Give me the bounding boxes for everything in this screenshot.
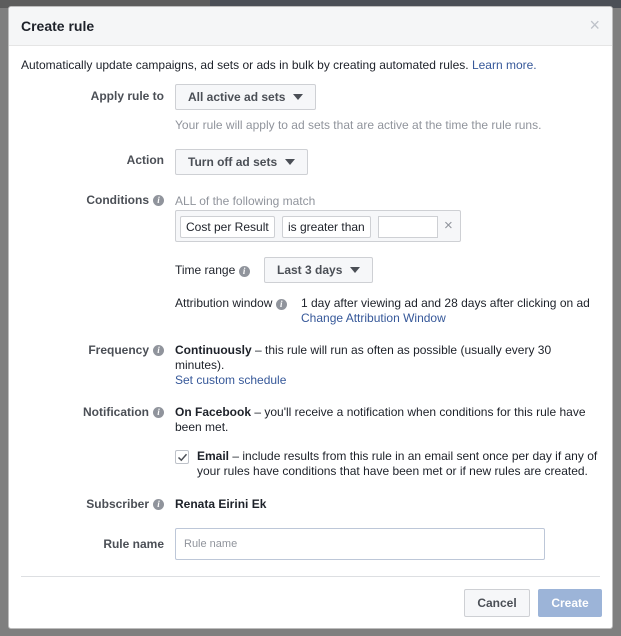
info-icon[interactable]: i <box>153 499 164 510</box>
time-range-value: Last 3 days <box>277 263 343 277</box>
subscriber-name: Renata Eirini Ek <box>175 497 267 511</box>
notification-label <box>83 405 164 419</box>
action-label-text: Action <box>126 153 164 167</box>
dialog-title: Create rule <box>21 18 95 34</box>
conditions-label <box>86 193 164 207</box>
time-range-label-text: Time range <box>175 263 236 277</box>
create-rule-dialog <box>8 6 613 629</box>
create-button[interactable]: Create <box>538 589 602 617</box>
info-icon[interactable]: i <box>276 299 287 310</box>
rule-name-input[interactable] <box>175 528 545 560</box>
attribution-label-text: Attribution window <box>175 296 273 310</box>
email-title: Email <box>197 449 230 463</box>
email-desc: – include results from this rule in an email sent once per day if any of your rules have conditions that have been met or if new rules are created. <box>197 449 598 478</box>
notification-label-text: Notification <box>83 405 149 419</box>
apply-rule-to-hint: Your rule will apply to ad sets that are active at the time the rule runs. <box>175 118 542 132</box>
change-attribution-link[interactable]: Change Attribution Window <box>301 311 446 325</box>
conditions-match-text: ALL of the following match <box>175 194 316 208</box>
rule-name-label <box>103 537 164 551</box>
apply-rule-to-dropdown[interactable] <box>175 84 316 110</box>
intro-description: Automatically update campaigns, ad sets or ads in bulk by creating automated rules. <box>21 58 469 72</box>
action-value: Turn off ad sets <box>188 155 278 169</box>
apply-rule-to-value: All active ad sets <box>188 90 286 104</box>
time-range-label <box>175 263 250 278</box>
subscriber-label-text: Subscriber <box>86 497 149 511</box>
attribution-value: 1 day after viewing ad and 28 days after clicking on ad <box>301 296 590 310</box>
condition-row <box>175 210 461 242</box>
footer-divider <box>21 576 600 577</box>
email-description <box>197 449 602 479</box>
intro-text <box>21 58 537 72</box>
action-dropdown[interactable] <box>175 149 308 175</box>
caret-down-icon <box>285 159 295 165</box>
frequency-title: Continuously <box>175 343 252 357</box>
caret-down-icon <box>293 94 303 100</box>
frequency-label <box>88 343 164 357</box>
frequency-label-text: Frequency <box>88 343 149 357</box>
set-custom-schedule-link[interactable]: Set custom schedule <box>175 373 287 387</box>
condition-value-input[interactable] <box>378 216 438 238</box>
info-icon[interactable]: i <box>239 266 250 277</box>
subscriber-label <box>86 497 164 511</box>
frequency-description <box>175 343 595 373</box>
close-icon[interactable]: × <box>589 15 600 35</box>
condition-metric[interactable]: Cost per Result <box>180 216 275 238</box>
notification-title: On Facebook <box>175 405 252 419</box>
conditions-label-text: Conditions <box>86 193 149 207</box>
apply-rule-to-label-text: Apply rule to <box>90 89 164 103</box>
notification-description <box>175 405 595 435</box>
info-icon[interactable]: i <box>153 345 164 356</box>
cancel-button[interactable]: Cancel <box>464 589 530 617</box>
rule-name-label-text: Rule name <box>103 537 164 551</box>
email-checkbox[interactable] <box>175 450 189 464</box>
attribution-label <box>175 296 287 311</box>
apply-rule-to-label <box>91 89 164 103</box>
caret-down-icon <box>350 267 360 273</box>
info-icon[interactable]: i <box>153 195 164 206</box>
dialog-header <box>9 7 612 46</box>
condition-operator[interactable]: is greater than <box>282 216 371 238</box>
info-icon[interactable]: i <box>153 407 164 418</box>
action-label <box>127 153 164 167</box>
frequency-desc: – this rule will run as often as possible (usually every 30 minutes). <box>175 343 552 372</box>
notification-desc: – you'll receive a notification when conditions for this rule have been met. <box>175 405 586 434</box>
learn-more-link[interactable]: Learn more. <box>471 58 537 72</box>
time-range-dropdown[interactable] <box>264 257 373 283</box>
close-icon[interactable]: × <box>444 217 453 234</box>
checkmark-icon <box>177 452 188 463</box>
